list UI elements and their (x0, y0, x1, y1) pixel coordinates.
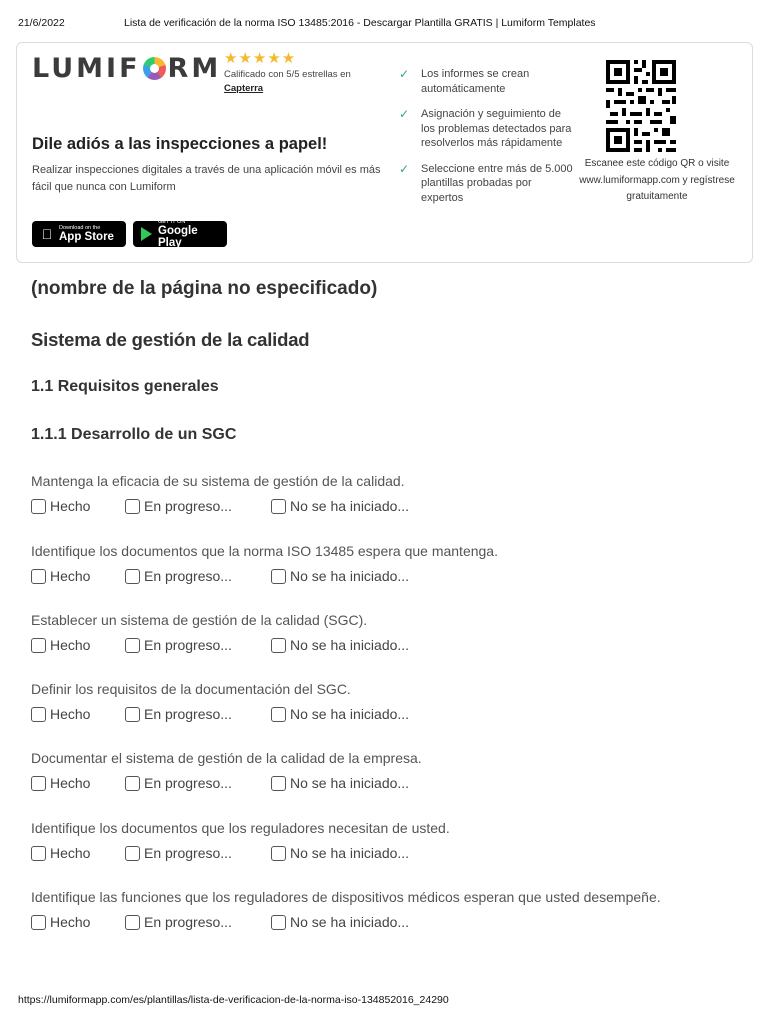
option-label: En progreso... (144, 914, 232, 930)
checkbox[interactable] (271, 499, 286, 514)
feature-text: Seleccione entre más de 5.000 plantillas probadas por expertos (421, 162, 573, 204)
subsection-title: 1.1 Requisitos generales (31, 378, 219, 395)
qr-code-icon[interactable] (605, 59, 677, 153)
checkbox[interactable] (271, 915, 286, 930)
option-not-started[interactable] (271, 775, 409, 791)
answer-options (31, 637, 751, 657)
checkbox[interactable] (31, 499, 46, 514)
apple-icon (40, 226, 54, 242)
checkbox[interactable] (271, 846, 286, 861)
print-footer-url: https://lumiformapp.com/es/plantillas/lista-de-verificacion-de-la-norma-iso-134852016_24290 (18, 994, 449, 1006)
option-in-progress[interactable] (125, 706, 232, 722)
option-label: En progreso... (144, 498, 232, 514)
google-play-label: Google Play (158, 225, 198, 249)
checkbox[interactable] (31, 846, 46, 861)
option-in-progress[interactable] (125, 775, 232, 791)
feature-item (399, 67, 574, 96)
checkbox[interactable] (125, 638, 140, 653)
question-text: Establecer un sistema de gestión de la calidad (SGC). (31, 612, 368, 628)
google-play-button[interactable] (133, 221, 227, 247)
google-play-icon (141, 227, 152, 241)
option-not-started[interactable] (271, 706, 409, 722)
option-not-started[interactable] (271, 568, 409, 584)
checklist-question (31, 749, 751, 795)
option-label: No se ha iniciado... (290, 914, 410, 930)
logo-text-left: LUMIF (32, 52, 141, 84)
checkbox[interactable] (31, 638, 46, 653)
option-label: No se ha iniciado... (290, 706, 410, 722)
checkbox[interactable] (31, 707, 46, 722)
print-date: 21/6/2022 (18, 17, 65, 29)
option-in-progress[interactable] (125, 498, 232, 514)
question-text: Identifique las funciones que los reguladores de dispositivos médicos esperan que usted desempeñe. (31, 889, 661, 905)
google-play-small-label: GET IT ON (158, 219, 186, 225)
option-label: No se ha iniciado... (290, 637, 410, 653)
option-done[interactable] (31, 498, 90, 514)
answer-options (31, 914, 751, 934)
option-label: En progreso... (144, 637, 232, 653)
question-text: Identifique los documentos que la norma ISO 13485 espera que mantenga. (31, 543, 498, 559)
logo-text-right: RM (167, 52, 222, 84)
answer-options (31, 498, 751, 518)
capterra-link[interactable]: Capterra (224, 83, 264, 94)
checkbox[interactable] (31, 915, 46, 930)
option-label: No se ha iniciado... (290, 498, 410, 514)
checkbox[interactable] (125, 915, 140, 930)
option-not-started[interactable] (271, 637, 409, 653)
flower-logo-icon (143, 57, 166, 80)
question-text: Mantenga la eficacia de su sistema de gestión de la calidad. (31, 473, 405, 489)
subsubsection-title: 1.1.1 Desarrollo de un SGC (31, 426, 237, 443)
option-not-started[interactable] (271, 914, 409, 930)
qr-caption: Escanee este código QR o visite www.lumiformapp.com y regístrese gratuitamente (579, 158, 735, 202)
option-done[interactable] (31, 845, 90, 861)
option-done[interactable] (31, 914, 90, 930)
checkbox[interactable] (271, 638, 286, 653)
option-not-started[interactable] (271, 845, 409, 861)
checkbox[interactable] (125, 776, 140, 791)
answer-options (31, 845, 751, 865)
checkbox[interactable] (125, 499, 140, 514)
answer-options (31, 775, 751, 795)
banner-headline: Dile adiós a las inspecciones a papel! (32, 135, 328, 153)
checklist-question (31, 611, 751, 657)
checkbox[interactable] (271, 569, 286, 584)
option-label: Hecho (50, 706, 91, 722)
print-page-title: Lista de verificación de la norma ISO 13485:2016 - Descargar Plantilla GRATIS | Lumiform Templates (124, 17, 596, 29)
checkbox[interactable] (125, 707, 140, 722)
app-store-small-label: Download on the (59, 225, 101, 231)
section-title: Sistema de gestión de la calidad (31, 329, 310, 350)
checklist-question (31, 472, 751, 518)
option-not-started[interactable] (271, 498, 409, 514)
app-store-label: App Store (59, 231, 114, 243)
checklist-question (31, 542, 751, 588)
rating-text: Calificado con 5/5 estrellas en (224, 69, 351, 80)
lumiform-logo[interactable] (32, 54, 221, 82)
option-in-progress[interactable] (125, 568, 232, 584)
feature-list (399, 67, 574, 216)
option-label: En progreso... (144, 845, 232, 861)
option-label: En progreso... (144, 568, 232, 584)
checkbox[interactable] (31, 569, 46, 584)
checkbox[interactable] (271, 776, 286, 791)
rating-block (224, 51, 351, 94)
checkmark-icon: ✓ (399, 107, 410, 121)
option-label: No se ha iniciado... (290, 568, 410, 584)
checklist-question (31, 888, 751, 934)
checkbox[interactable] (271, 707, 286, 722)
option-label: Hecho (50, 568, 91, 584)
option-done[interactable] (31, 706, 90, 722)
option-done[interactable] (31, 775, 90, 791)
option-in-progress[interactable] (125, 914, 232, 930)
feature-item (399, 162, 574, 206)
option-label: No se ha iniciado... (290, 845, 410, 861)
answer-options (31, 706, 751, 726)
star-rating-icon: ★★★★★ (224, 50, 297, 67)
question-text: Documentar el sistema de gestión de la calidad de la empresa. (31, 750, 422, 766)
checkmark-icon: ✓ (399, 67, 410, 81)
option-label: Hecho (50, 498, 91, 514)
answer-options (31, 568, 751, 588)
checklist-question (31, 819, 751, 865)
option-label: Hecho (50, 637, 91, 653)
lumiform-promo-banner (16, 42, 753, 263)
option-label: Hecho (50, 914, 91, 930)
checkbox[interactable] (31, 776, 46, 791)
option-label: Hecho (50, 845, 91, 861)
feature-text: Los informes se crean automáticamente (421, 68, 530, 95)
option-in-progress[interactable] (125, 637, 232, 653)
question-text: Identifique los documentos que los reguladores necesitan de usted. (31, 820, 450, 836)
option-in-progress[interactable] (125, 845, 232, 861)
checklist-question (31, 680, 751, 726)
banner-subtext: Realizar inspecciones digitales a través de una aplicación móvil es más fácil que nunca con Lumiform (32, 164, 381, 193)
checkmark-icon: ✓ (399, 161, 410, 176)
option-done[interactable] (31, 637, 90, 653)
option-label: En progreso... (144, 775, 232, 791)
option-label: Hecho (50, 775, 91, 791)
page-name-heading: (nombre de la página no especificado) (31, 278, 378, 299)
option-done[interactable] (31, 568, 90, 584)
print-header (18, 17, 750, 31)
feature-text: Asignación y seguimiento de los problemas detectados para resolverlos más rápidamente (421, 108, 572, 149)
checkbox[interactable] (125, 569, 140, 584)
option-label: No se ha iniciado... (290, 775, 410, 791)
question-text: Definir los requisitos de la documentación del SGC. (31, 681, 351, 697)
feature-item (399, 107, 574, 151)
option-label: En progreso... (144, 706, 232, 722)
app-store-button[interactable] (32, 221, 126, 247)
checkbox[interactable] (125, 846, 140, 861)
